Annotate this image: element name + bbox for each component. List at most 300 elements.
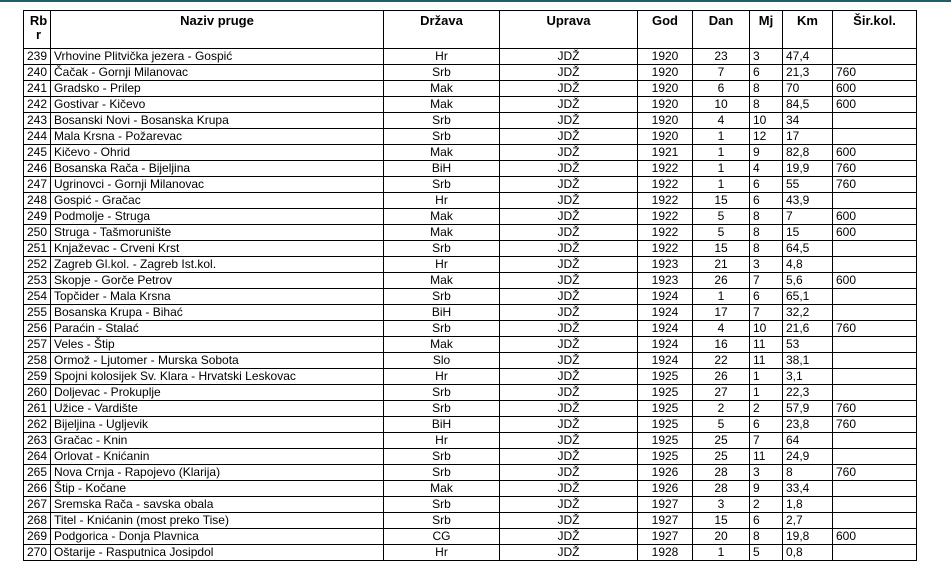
- table-row: [24, 401, 917, 417]
- cell-sir: 760: [833, 161, 917, 177]
- cell-naziv: Ormož - Ljutomer - Murska Sobota: [51, 353, 384, 369]
- cell-sir: [833, 49, 917, 65]
- cell-sir: [833, 353, 917, 369]
- cell-god: 1923: [638, 273, 693, 289]
- cell-god: 1920: [638, 113, 693, 129]
- cell-rbr: 257: [24, 337, 51, 353]
- cell-km: 21,6: [783, 321, 833, 337]
- cell-god: 1924: [638, 353, 693, 369]
- cell-drzava: Srb: [384, 401, 500, 417]
- cell-drzava: Mak: [384, 81, 500, 97]
- table-row: [24, 241, 917, 257]
- cell-mj: 6: [750, 289, 783, 305]
- cell-km: 5,6: [783, 273, 833, 289]
- cell-drzava: Slo: [384, 353, 500, 369]
- header-sir: Šir.kol.: [833, 11, 917, 49]
- cell-naziv: Bijeljina - Ugljevik: [51, 417, 384, 433]
- cell-drzava: Srb: [384, 177, 500, 193]
- cell-dan: 15: [693, 241, 750, 257]
- cell-naziv: Oštarije - Rasputnica Josipdol: [51, 545, 384, 561]
- cell-mj: 5: [750, 545, 783, 561]
- cell-mj: 11: [750, 353, 783, 369]
- cell-mj: 9: [750, 145, 783, 161]
- cell-uprava: JDŽ: [500, 65, 638, 81]
- cell-uprava: JDŽ: [500, 97, 638, 113]
- cell-sir: 600: [833, 81, 917, 97]
- cell-god: 1925: [638, 433, 693, 449]
- table-row: [24, 417, 917, 433]
- cell-rbr: 245: [24, 145, 51, 161]
- cell-rbr: 250: [24, 225, 51, 241]
- cell-km: 2,7: [783, 513, 833, 529]
- cell-rbr: 263: [24, 433, 51, 449]
- cell-mj: 8: [750, 225, 783, 241]
- cell-sir: [833, 481, 917, 497]
- cell-km: 34: [783, 113, 833, 129]
- cell-drzava: BiH: [384, 305, 500, 321]
- cell-uprava: JDŽ: [500, 369, 638, 385]
- table-row: [24, 273, 917, 289]
- cell-rbr: 240: [24, 65, 51, 81]
- railway-table: [23, 10, 917, 561]
- cell-mj: 3: [750, 49, 783, 65]
- table-row: [24, 145, 917, 161]
- header-uprava: Uprava: [500, 11, 638, 49]
- cell-sir: 760: [833, 65, 917, 81]
- cell-god: 1925: [638, 417, 693, 433]
- cell-god: 1924: [638, 321, 693, 337]
- table-row: [24, 161, 917, 177]
- cell-km: 64,5: [783, 241, 833, 257]
- table-row: [24, 193, 917, 209]
- cell-drzava: CG: [384, 529, 500, 545]
- cell-dan: 10: [693, 97, 750, 113]
- cell-sir: 600: [833, 273, 917, 289]
- cell-dan: 1: [693, 161, 750, 177]
- cell-rbr: 259: [24, 369, 51, 385]
- cell-dan: 22: [693, 353, 750, 369]
- cell-naziv: Vrhovine Plitvička jezera - Gospić: [51, 49, 384, 65]
- cell-mj: 9: [750, 481, 783, 497]
- table-row: [24, 465, 917, 481]
- table-row: [24, 353, 917, 369]
- cell-sir: 760: [833, 401, 917, 417]
- cell-drzava: Mak: [384, 209, 500, 225]
- cell-naziv: Bosanski Novi - Bosanska Krupa: [51, 113, 384, 129]
- cell-uprava: JDŽ: [500, 449, 638, 465]
- cell-naziv: Spojni kolosijek Sv. Klara - Hrvatski Leskovac: [51, 369, 384, 385]
- cell-km: 53: [783, 337, 833, 353]
- cell-rbr: 248: [24, 193, 51, 209]
- cell-sir: 760: [833, 321, 917, 337]
- cell-god: 1920: [638, 97, 693, 113]
- header-rbr: Rb r: [24, 11, 51, 49]
- cell-mj: 7: [750, 273, 783, 289]
- cell-mj: 3: [750, 465, 783, 481]
- cell-mj: 6: [750, 513, 783, 529]
- cell-km: 84,5: [783, 97, 833, 113]
- cell-sir: [833, 113, 917, 129]
- cell-dan: 1: [693, 145, 750, 161]
- cell-dan: 17: [693, 305, 750, 321]
- cell-km: 15: [783, 225, 833, 241]
- cell-god: 1927: [638, 497, 693, 513]
- cell-sir: 600: [833, 529, 917, 545]
- cell-uprava: JDŽ: [500, 193, 638, 209]
- table-row: [24, 129, 917, 145]
- cell-drzava: BiH: [384, 417, 500, 433]
- header-drzava: Država: [384, 11, 500, 49]
- table-row: [24, 513, 917, 529]
- cell-rbr: 254: [24, 289, 51, 305]
- cell-god: 1922: [638, 209, 693, 225]
- cell-naziv: Knjaževac - Crveni Krst: [51, 241, 384, 257]
- cell-dan: 4: [693, 321, 750, 337]
- cell-naziv: Ugrinovci - Gornji Milanovac: [51, 177, 384, 193]
- cell-mj: 12: [750, 129, 783, 145]
- cell-rbr: 270: [24, 545, 51, 561]
- cell-sir: [833, 257, 917, 273]
- cell-uprava: JDŽ: [500, 161, 638, 177]
- cell-naziv: Gostivar - Kičevo: [51, 97, 384, 113]
- cell-uprava: JDŽ: [500, 145, 638, 161]
- cell-sir: [833, 385, 917, 401]
- cell-god: 1927: [638, 513, 693, 529]
- cell-god: 1926: [638, 481, 693, 497]
- cell-sir: [833, 545, 917, 561]
- cell-uprava: JDŽ: [500, 129, 638, 145]
- cell-rbr: 265: [24, 465, 51, 481]
- cell-uprava: JDŽ: [500, 209, 638, 225]
- header-mj: Mj: [750, 11, 783, 49]
- cell-km: 1,8: [783, 497, 833, 513]
- table-row: [24, 177, 917, 193]
- cell-km: 70: [783, 81, 833, 97]
- cell-god: 1926: [638, 465, 693, 481]
- cell-dan: 15: [693, 193, 750, 209]
- cell-km: 43,9: [783, 193, 833, 209]
- cell-mj: 6: [750, 177, 783, 193]
- table-row: [24, 369, 917, 385]
- cell-mj: 8: [750, 529, 783, 545]
- cell-dan: 5: [693, 209, 750, 225]
- cell-km: 22,3: [783, 385, 833, 401]
- cell-god: 1928: [638, 545, 693, 561]
- cell-mj: 11: [750, 337, 783, 353]
- cell-uprava: JDŽ: [500, 177, 638, 193]
- cell-drzava: Hr: [384, 193, 500, 209]
- cell-dan: 2: [693, 401, 750, 417]
- table-row: [24, 49, 917, 65]
- cell-naziv: Podgorica - Donja Plavnica: [51, 529, 384, 545]
- cell-naziv: Sremska Rača - savska obala: [51, 497, 384, 513]
- cell-rbr: 260: [24, 385, 51, 401]
- cell-naziv: Štip - Kočane: [51, 481, 384, 497]
- cell-km: 8: [783, 465, 833, 481]
- cell-god: 1921: [638, 145, 693, 161]
- table-row: [24, 97, 917, 113]
- cell-rbr: 253: [24, 273, 51, 289]
- cell-naziv: Orlovat - Knićanin: [51, 449, 384, 465]
- cell-uprava: JDŽ: [500, 497, 638, 513]
- cell-rbr: 249: [24, 209, 51, 225]
- cell-sir: [833, 337, 917, 353]
- cell-rbr: 241: [24, 81, 51, 97]
- cell-dan: 3: [693, 497, 750, 513]
- cell-sir: 760: [833, 177, 917, 193]
- cell-sir: 600: [833, 97, 917, 113]
- cell-rbr: 261: [24, 401, 51, 417]
- cell-mj: 8: [750, 81, 783, 97]
- cell-rbr: 239: [24, 49, 51, 65]
- cell-god: 1924: [638, 337, 693, 353]
- table-row: [24, 209, 917, 225]
- cell-god: 1920: [638, 129, 693, 145]
- cell-god: 1925: [638, 385, 693, 401]
- cell-uprava: JDŽ: [500, 337, 638, 353]
- cell-god: 1925: [638, 449, 693, 465]
- cell-mj: 11: [750, 449, 783, 465]
- cell-drzava: Mak: [384, 145, 500, 161]
- cell-mj: 6: [750, 193, 783, 209]
- cell-mj: 4: [750, 161, 783, 177]
- cell-dan: 28: [693, 481, 750, 497]
- cell-mj: 8: [750, 97, 783, 113]
- cell-rbr: 258: [24, 353, 51, 369]
- cell-mj: 6: [750, 417, 783, 433]
- cell-mj: 8: [750, 209, 783, 225]
- cell-km: 32,2: [783, 305, 833, 321]
- cell-naziv: Gračac - Knin: [51, 433, 384, 449]
- cell-rbr: 242: [24, 97, 51, 113]
- header-dan: Dan: [693, 11, 750, 49]
- cell-km: 65,1: [783, 289, 833, 305]
- table-row: [24, 497, 917, 513]
- cell-dan: 25: [693, 433, 750, 449]
- cell-uprava: JDŽ: [500, 465, 638, 481]
- cell-mj: 10: [750, 321, 783, 337]
- table-row: [24, 65, 917, 81]
- cell-dan: 4: [693, 113, 750, 129]
- cell-rbr: 252: [24, 257, 51, 273]
- cell-km: 3,1: [783, 369, 833, 385]
- cell-drzava: Srb: [384, 385, 500, 401]
- cell-sir: [833, 513, 917, 529]
- cell-km: 33,4: [783, 481, 833, 497]
- cell-sir: [833, 241, 917, 257]
- cell-drzava: Mak: [384, 273, 500, 289]
- cell-rbr: 244: [24, 129, 51, 145]
- cell-drzava: Srb: [384, 113, 500, 129]
- cell-god: 1920: [638, 65, 693, 81]
- cell-naziv: Struga - Tašmorunište: [51, 225, 384, 241]
- cell-god: 1925: [638, 369, 693, 385]
- cell-rbr: 247: [24, 177, 51, 193]
- cell-dan: 23: [693, 49, 750, 65]
- cell-uprava: JDŽ: [500, 513, 638, 529]
- cell-drzava: Mak: [384, 97, 500, 113]
- cell-uprava: JDŽ: [500, 225, 638, 241]
- cell-km: 23,8: [783, 417, 833, 433]
- table-row: [24, 113, 917, 129]
- cell-drzava: Srb: [384, 465, 500, 481]
- cell-rbr: 251: [24, 241, 51, 257]
- cell-god: 1925: [638, 401, 693, 417]
- cell-km: 64: [783, 433, 833, 449]
- cell-dan: 16: [693, 337, 750, 353]
- cell-dan: 20: [693, 529, 750, 545]
- cell-god: 1922: [638, 225, 693, 241]
- cell-naziv: Gradsko - Prilep: [51, 81, 384, 97]
- cell-uprava: JDŽ: [500, 241, 638, 257]
- cell-km: 57,9: [783, 401, 833, 417]
- cell-naziv: Skopje - Gorče Petrov: [51, 273, 384, 289]
- cell-sir: [833, 433, 917, 449]
- cell-uprava: JDŽ: [500, 289, 638, 305]
- cell-km: 55: [783, 177, 833, 193]
- cell-sir: [833, 305, 917, 321]
- cell-god: 1922: [638, 177, 693, 193]
- cell-drzava: Srb: [384, 129, 500, 145]
- cell-naziv: Nova Crnja - Rapojevo (Klarija): [51, 465, 384, 481]
- cell-uprava: JDŽ: [500, 353, 638, 369]
- cell-mj: 2: [750, 401, 783, 417]
- cell-uprava: JDŽ: [500, 545, 638, 561]
- cell-km: 24,9: [783, 449, 833, 465]
- cell-sir: [833, 369, 917, 385]
- cell-naziv: Užice - Vardište: [51, 401, 384, 417]
- cell-drzava: Srb: [384, 321, 500, 337]
- cell-dan: 25: [693, 449, 750, 465]
- cell-naziv: Titel - Knićanin (most preko Tise): [51, 513, 384, 529]
- cell-dan: 5: [693, 225, 750, 241]
- cell-god: 1922: [638, 241, 693, 257]
- cell-rbr: 264: [24, 449, 51, 465]
- cell-rbr: 256: [24, 321, 51, 337]
- cell-rbr: 255: [24, 305, 51, 321]
- table-row: [24, 81, 917, 97]
- cell-sir: 760: [833, 465, 917, 481]
- cell-uprava: JDŽ: [500, 529, 638, 545]
- cell-naziv: Zagreb Gl.kol. - Zagreb Ist.kol.: [51, 257, 384, 273]
- header-naziv: Naziv pruge: [51, 11, 384, 49]
- header-km: Km: [783, 11, 833, 49]
- cell-dan: 27: [693, 385, 750, 401]
- cell-drzava: Srb: [384, 241, 500, 257]
- table-row: [24, 545, 917, 561]
- cell-uprava: JDŽ: [500, 305, 638, 321]
- cell-dan: 26: [693, 369, 750, 385]
- cell-drzava: BiH: [384, 161, 500, 177]
- cell-uprava: JDŽ: [500, 481, 638, 497]
- cell-km: 47,4: [783, 49, 833, 65]
- cell-sir: 600: [833, 225, 917, 241]
- cell-sir: [833, 129, 917, 145]
- table-row: [24, 433, 917, 449]
- cell-god: 1924: [638, 305, 693, 321]
- cell-dan: 28: [693, 465, 750, 481]
- cell-uprava: JDŽ: [500, 433, 638, 449]
- cell-mj: 8: [750, 241, 783, 257]
- cell-dan: 1: [693, 177, 750, 193]
- cell-drzava: Hr: [384, 545, 500, 561]
- cell-sir: [833, 497, 917, 513]
- cell-naziv: Paraćin - Stalać: [51, 321, 384, 337]
- cell-drzava: Hr: [384, 369, 500, 385]
- cell-uprava: JDŽ: [500, 257, 638, 273]
- table-row: [24, 225, 917, 241]
- cell-drzava: Hr: [384, 49, 500, 65]
- cell-dan: 21: [693, 257, 750, 273]
- table-row: [24, 289, 917, 305]
- top-rule: [0, 0, 951, 2]
- cell-dan: 26: [693, 273, 750, 289]
- cell-mj: 1: [750, 369, 783, 385]
- table-row: [24, 481, 917, 497]
- cell-km: 38,1: [783, 353, 833, 369]
- cell-uprava: JDŽ: [500, 417, 638, 433]
- cell-sir: [833, 289, 917, 305]
- cell-naziv: Čačak - Gornji Milanovac: [51, 65, 384, 81]
- cell-dan: 1: [693, 289, 750, 305]
- cell-drzava: Mak: [384, 481, 500, 497]
- cell-drzava: Srb: [384, 497, 500, 513]
- cell-god: 1920: [638, 81, 693, 97]
- cell-naziv: Gospić - Gračac: [51, 193, 384, 209]
- cell-mj: 6: [750, 65, 783, 81]
- cell-km: 19,8: [783, 529, 833, 545]
- cell-naziv: Doljevac - Prokuplje: [51, 385, 384, 401]
- cell-mj: 2: [750, 497, 783, 513]
- cell-god: 1920: [638, 49, 693, 65]
- cell-drzava: Srb: [384, 513, 500, 529]
- cell-rbr: 262: [24, 417, 51, 433]
- cell-uprava: JDŽ: [500, 321, 638, 337]
- table-row: [24, 305, 917, 321]
- cell-rbr: 269: [24, 529, 51, 545]
- cell-drzava: Hr: [384, 257, 500, 273]
- cell-rbr: 268: [24, 513, 51, 529]
- cell-god: 1922: [638, 193, 693, 209]
- cell-naziv: Topčider - Mala Krsna: [51, 289, 384, 305]
- cell-rbr: 267: [24, 497, 51, 513]
- cell-uprava: JDŽ: [500, 273, 638, 289]
- cell-drzava: Srb: [384, 449, 500, 465]
- header-row: [24, 11, 917, 49]
- cell-drzava: Hr: [384, 433, 500, 449]
- cell-sir: 760: [833, 417, 917, 433]
- cell-km: 17: [783, 129, 833, 145]
- cell-uprava: JDŽ: [500, 81, 638, 97]
- table-row: [24, 385, 917, 401]
- cell-km: 19,9: [783, 161, 833, 177]
- header-god: God: [638, 11, 693, 49]
- cell-naziv: Mala Krsna - Požarevac: [51, 129, 384, 145]
- cell-naziv: Bosanska Rača - Bijeljina: [51, 161, 384, 177]
- cell-drzava: Srb: [384, 65, 500, 81]
- cell-naziv: Bosanska Krupa - Bihać: [51, 305, 384, 321]
- cell-km: 0,8: [783, 545, 833, 561]
- cell-naziv: Veles - Štip: [51, 337, 384, 353]
- cell-km: 21,3: [783, 65, 833, 81]
- cell-rbr: 266: [24, 481, 51, 497]
- cell-uprava: JDŽ: [500, 401, 638, 417]
- cell-sir: 600: [833, 145, 917, 161]
- cell-rbr: 246: [24, 161, 51, 177]
- cell-naziv: Kičevo - Ohrid: [51, 145, 384, 161]
- table-row: [24, 321, 917, 337]
- cell-dan: 15: [693, 513, 750, 529]
